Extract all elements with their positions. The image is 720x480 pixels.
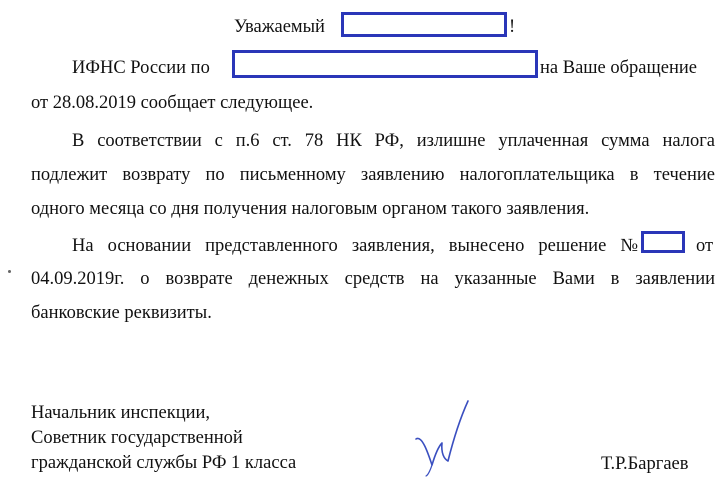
intro-text-part1: ИФНС России по [72,58,210,78]
intro-text-line2: от 28.08.2019 сообщает следующее. [31,93,314,113]
para2-line1: В соответствии с п.6 ст. 78 НК РФ, излишне уплаченная сумма налога [72,131,715,151]
handwritten-signature [408,395,478,477]
intro-text-part2: на Ваше обращение [540,58,697,78]
redacted-recipient-name [341,12,507,37]
redacted-inspection-name [232,50,538,78]
salutation-end: ! [509,17,516,37]
signatory-name: Т.Р.Баргаев [601,454,689,474]
para3-line1: На основании представленного заявления, вынесено решение № [72,236,638,256]
salutation: Уважаемый [234,17,325,37]
para3-line3: банковские реквизиты. [31,303,212,323]
redacted-decision-number [641,231,685,253]
position-line1: Начальник инспекции, [31,403,211,423]
position-line2: Советник государственной [31,428,243,448]
position-line3: гражданской службы РФ 1 класса [31,453,297,473]
scan-speck [8,270,11,273]
para2-line3: одного месяца со дня получения налоговым органом такого заявления. [31,199,590,219]
para3-line2: 04.09.2019г. о возврате денежных средств на указанные Вами в заявлении [31,269,715,289]
para3-line1-end: от [696,236,714,256]
para2-line2: подлежит возврату по письменному заявлению налогоплательщика в течение [31,165,715,185]
